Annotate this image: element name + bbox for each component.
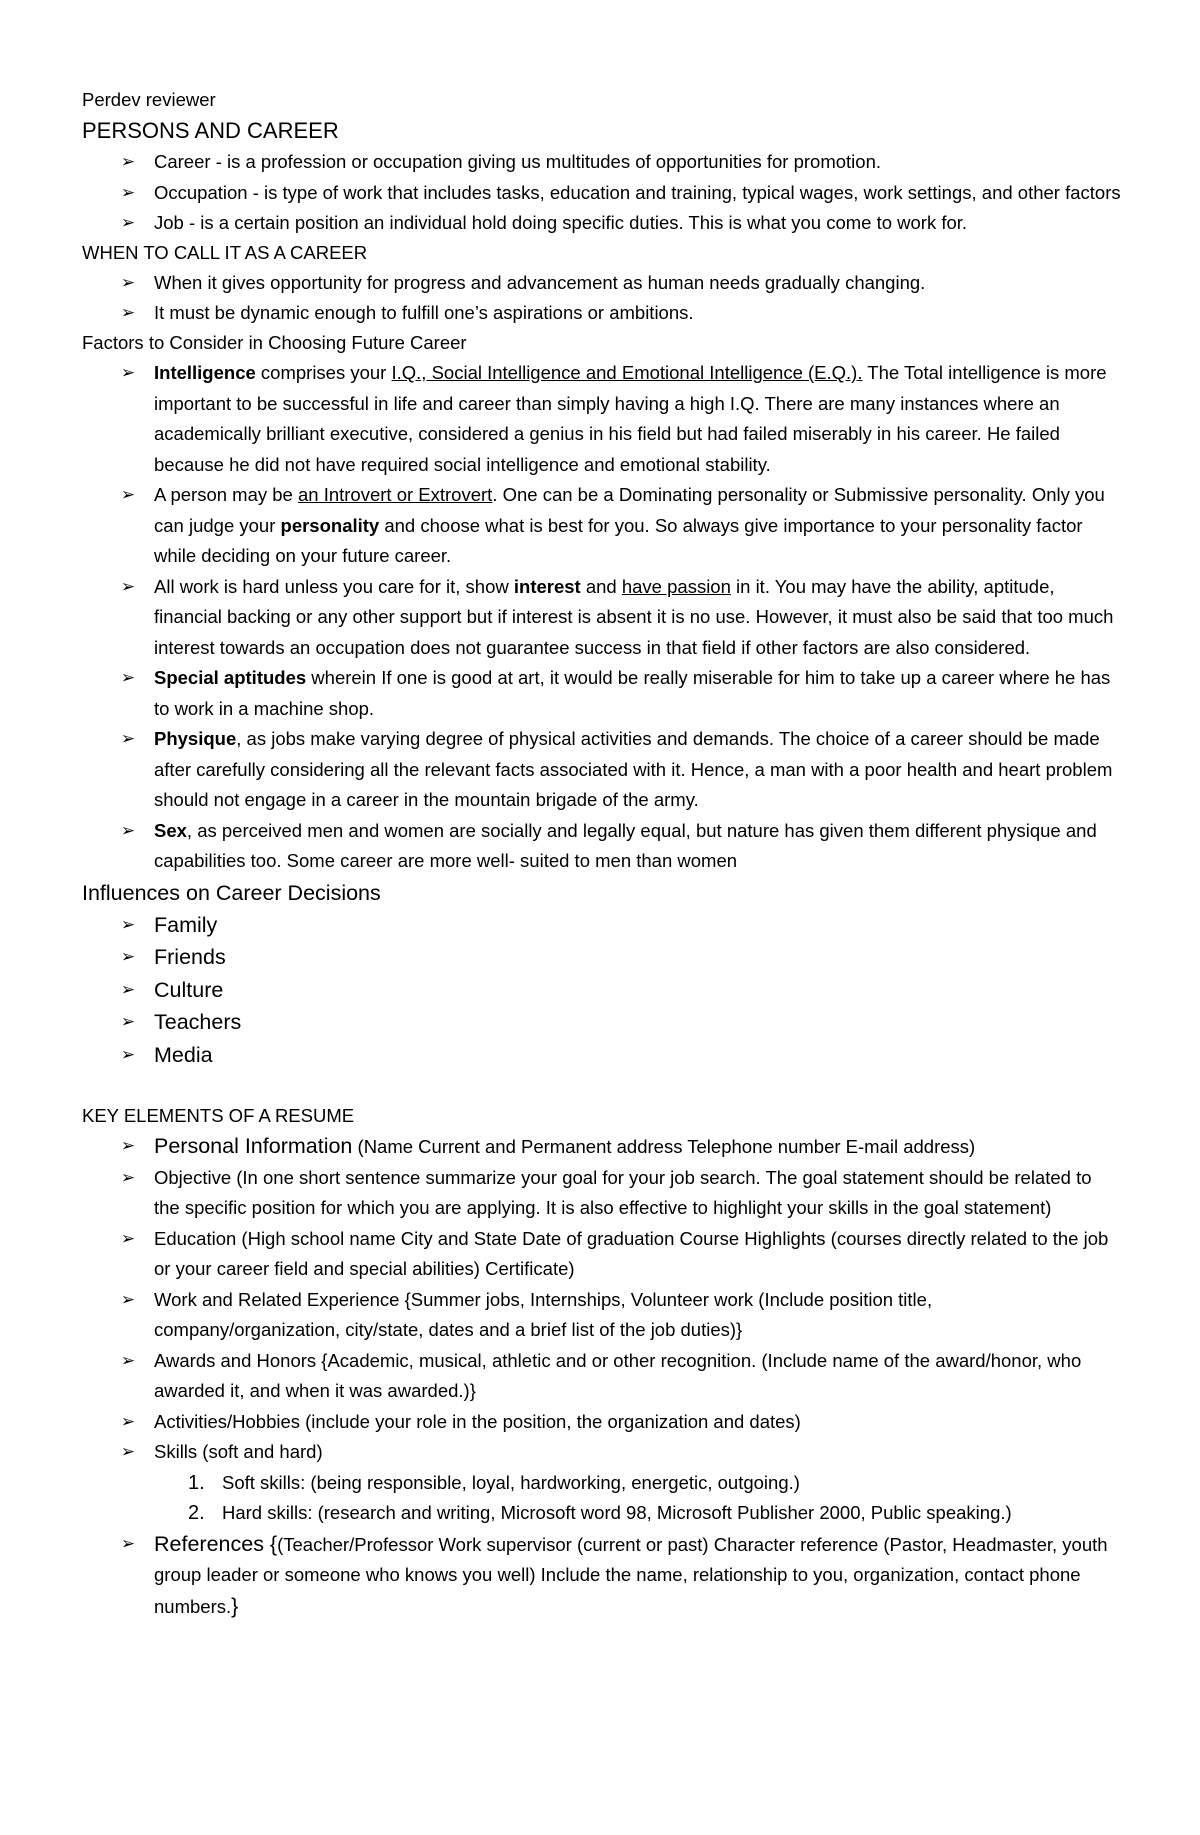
arrow-bullet-icon: ➢	[120, 1012, 136, 1032]
influence-item: ➢ Media	[82, 1039, 1122, 1072]
document-page	[82, 85, 1122, 1622]
arrow-bullet-icon: ➢	[120, 1167, 136, 1188]
arrow-bullet-icon: ➢	[120, 1350, 136, 1371]
resume-item-skills: ➢ Skills (soft and hard)	[82, 1437, 1122, 1468]
doc-title: Perdev reviewer	[82, 89, 216, 110]
arrow-bullet-icon: ➢	[120, 363, 136, 383]
arrow-bullet-icon: ➢	[120, 1228, 136, 1249]
heading-factors: Factors to Consider in Choosing Future Career	[82, 332, 467, 353]
arrow-bullet-icon: ➢	[120, 213, 136, 233]
resume-item-objective: ➢ Objective (In one short sentence summarize your goal for your job search. The goal statement should be related to the specific position for which you are applying. It is also effective to highlight your skills in the goal statement)	[82, 1163, 1122, 1224]
resume-item-personal-information: ➢ Personal Information (Name Current and Permanent address Telephone number E-mail address)	[82, 1131, 1122, 1163]
resume-item-activities: ➢ Activities/Hobbies (include your role in the position, the organization and dates)	[82, 1407, 1122, 1438]
heading-when-to-call-it-a-career: WHEN TO CALL IT AS A CAREER	[82, 242, 368, 263]
arrow-bullet-icon: ➢	[120, 729, 136, 749]
arrow-bullet-icon: ➢	[120, 576, 136, 597]
arrow-bullet-icon: ➢	[120, 303, 136, 323]
arrow-bullet-icon: ➢	[120, 979, 136, 1000]
arrow-bullet-icon: ➢	[120, 485, 136, 505]
heading-key-elements-resume: KEY ELEMENTS OF A RESUME	[82, 1105, 355, 1126]
arrow-bullet-icon: ➢	[120, 668, 136, 688]
arrow-bullet-icon: ➢	[120, 1411, 136, 1432]
arrow-bullet-icon: ➢	[120, 182, 136, 203]
arrow-bullet-icon: ➢	[120, 1289, 136, 1310]
factor-item-physique: ➢ Physique, as jobs make varying degree of physical activities and demands. The choice of a career should be made after carefully considering all the relevant facts associated with it. Hence, a man with a poor health and heart problem should not engage in a career in the mountain brigade of the army.	[82, 724, 1122, 816]
list-item: ➢ Career - is a profession or occupation giving us multitudes of opportunities for promotion.	[82, 147, 1122, 178]
factor-item-special-aptitudes: ➢ Special aptitudes wherein If one is good at art, it would be really miserable for him to take up a career where he has to work in a machine shop.	[82, 663, 1122, 724]
influence-item: ➢ Culture	[82, 974, 1122, 1007]
factor-item-sex: ➢ Sex, as perceived men and women are socially and legally equal, but nature has given them different physique and capabilities too. Some career are more well- suited to men than women	[82, 816, 1122, 877]
arrow-bullet-icon: ➢	[120, 152, 136, 172]
arrow-bullet-icon: ➢	[120, 1044, 136, 1065]
arrow-bullet-icon: ➢	[120, 820, 136, 841]
influence-item: ➢ Teachers	[82, 1006, 1122, 1039]
factor-item-personality: ➢ A person may be an Introvert or Extrovert. One can be a Dominating personality or Submissive personality. Only you can judge your personality and choose what is best for you. So always give importance to your personality factor while deciding on your future career.	[82, 480, 1122, 572]
resume-item-references: ➢ References {(Teacher/Professor Work supervisor (current or past) Character reference (Pastor, Headmaster, youth group leader or someone who knows you well) Include the name, relationship to you, organization, contact phone numbers.}	[82, 1529, 1122, 1623]
arrow-bullet-icon: ➢	[120, 1533, 136, 1554]
influence-item: ➢ Friends	[82, 941, 1122, 974]
arrow-bullet-icon: ➢	[120, 273, 136, 293]
factor-item-interest: ➢ All work is hard unless you care for it, show interest and have passion in it. You may have the ability, aptitude, financial backing or any other support but if interest is absent it is no use. However, it must also be said that too much interest towards an occupation does not guarantee success in that field if other factors are also considered.	[82, 572, 1122, 664]
list-item: ➢ When it gives opportunity for progress and advancement as human needs gradually changing.	[82, 268, 1122, 298]
skills-sub-item: 2. Hard skills: (research and writing, Microsoft word 98, Microsoft Publisher 2000, Public speaking.)	[188, 1502, 1012, 1524]
heading-influences: Influences on Career Decisions	[82, 880, 381, 905]
list-item: ➢ Job - is a certain position an individual hold doing specific duties. This is what you come to work for.	[82, 208, 1122, 238]
factor-item-intelligence: ➢ Intelligence comprises your I.Q., Social Intelligence and Emotional Intelligence (E.Q.). The Total intelligence is more important to be successful in life and career than simply having a high I.Q. There are many instances where an academically brilliant executive, considered a genius in his field but had failed miserably in his career. He failed because he did not have required social intelligence and emotional stability.	[82, 358, 1122, 480]
resume-item-work-experience: ➢ Work and Related Experience {Summer jobs, Internships, Volunteer work (Include position title, company/organization, city/state, dates and a brief list of the job duties)}	[82, 1285, 1122, 1346]
resume-item-education: ➢ Education (High school name City and State Date of graduation Course Highlights (courses directly related to the job or your career field and special abilities) Certificate)	[82, 1224, 1122, 1285]
influence-item: ➢ Family	[82, 909, 1122, 942]
list-item: ➢ Occupation - is type of work that includes tasks, education and training, typical wages, work settings, and other factors	[82, 178, 1122, 209]
arrow-bullet-icon: ➢	[120, 1136, 136, 1156]
arrow-bullet-icon: ➢	[120, 947, 136, 967]
arrow-bullet-icon: ➢	[120, 914, 136, 935]
spacer	[82, 1071, 1122, 1101]
heading-persons-and-career: PERSONS AND CAREER	[82, 118, 339, 143]
list-item: ➢ It must be dynamic enough to fulfill one’s aspirations or ambitions.	[82, 298, 1122, 328]
resume-item-awards: ➢ Awards and Honors {Academic, musical, athletic and or other recognition. (Include name of the award/honor, who awarded it, and when it was awarded.)}	[82, 1346, 1122, 1407]
arrow-bullet-icon: ➢	[120, 1442, 136, 1462]
skills-sub-item: 1. Soft skills: (being responsible, loyal, hardworking, energetic, outgoing.)	[188, 1471, 800, 1494]
